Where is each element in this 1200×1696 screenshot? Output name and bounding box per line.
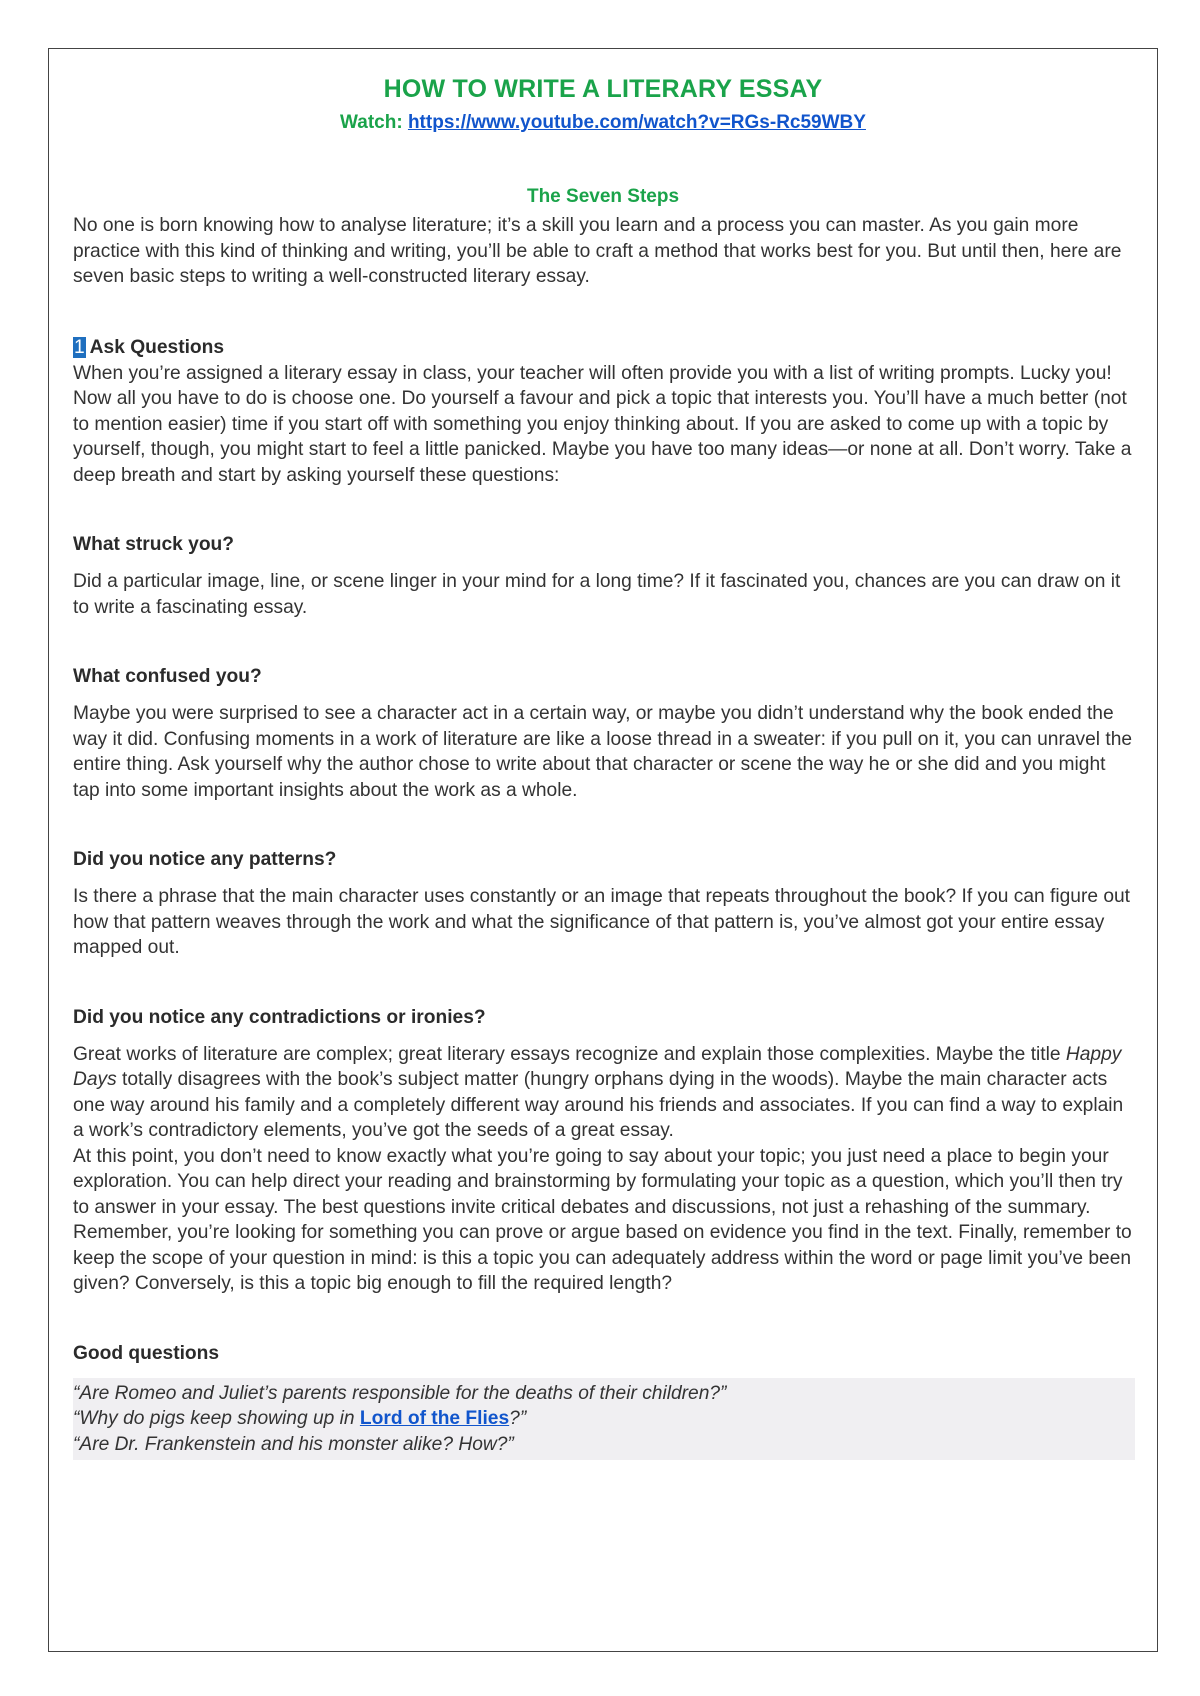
section-title: The Seven Steps <box>526 186 680 207</box>
step-body: When you’re assigned a literary essay in class, your teacher will often provide you with a list of writing prompts. Lucky you! Now all you have to do is choose one. Do yourself a favour and pick a topic that interests you. You’ll have a much better (not to mention easier) time if you start off with something you enjoy thinking about. If you are asked to come up with a topic by yourself, though, you might start to feel a little panicked. Maybe you have too many ideas—or none at all. Don’t worry. Take a deep breath and start by asking yourself these questions: <box>73 362 1132 486</box>
document-content <box>73 72 1133 1460</box>
text-segment: Great works of literature are complex; great literary essays recognize and explain those complexities. Maybe the title <box>73 1043 1066 1065</box>
lord-of-the-flies-link[interactable]: Lord of the Flies <box>359 1408 510 1429</box>
example-question-1: “Are Romeo and Juliet’s parents responsible for the deaths of their children?” <box>73 1382 727 1404</box>
youtube-link[interactable]: https://www.youtube.com/watch?v=RGs-Rc59WBY <box>407 112 866 133</box>
exploration-paragraph: At this point, you don’t need to know exactly what you’re going to say about your topic; you just need a place to begin your exploration. You can help direct your reading and brainstorming by formulating your topic as a question, which you’ll then try to answer in your essay. The best questions invite critical debates and discussions, not just a rehashing of the summary. Remember, you’re looking for something you can prove or argue based on evidence you find in the text. Finally, remember to keep the scope of your question in mind: is this a topic you can adequately address within the word or page limit you’ve been given? Conversely, is this a topic big enough to fill the required length? <box>73 1145 1132 1294</box>
good-questions-box <box>73 1378 1135 1461</box>
watch-label: Watch: <box>340 112 408 133</box>
example-question-2 <box>73 1406 1135 1432</box>
good-questions-heading: Good questions <box>73 1342 220 1364</box>
question-body-patterns: Is there a phrase that the main character uses constantly or an image that repeats throughout the book? If you can figure out how that pattern weaves through the work and what the significance of that pattern is, you’ve almost got your entire essay mapped out. <box>73 886 1131 958</box>
text-segment: totally disagrees with the book’s subject matter (hungry orphans dying in the woods). Maybe the main character acts one way around his family and a completely different way around his friends and associates. If you can find a way to explain a work’s contradictory elements, you’ve got the seeds of a great essay. <box>73 1069 1124 1141</box>
question-heading-contradictions: Did you notice any contradictions or ironies? <box>73 1006 486 1028</box>
question-heading-confused: What confused you? <box>73 666 262 687</box>
watch-line <box>73 110 1133 136</box>
intro-paragraph: No one is born knowing how to analyse literature; it’s a skill you learn and a process you can master. As you gain more practice with this kind of thinking and writing, you’ll be able to craft a method that works best for you. But until then, here are seven basic steps to writing a well-constructed literary essay. <box>73 215 1122 287</box>
step-title: Ask Questions <box>89 336 225 358</box>
question-body-contradictions <box>73 1042 1133 1144</box>
step-heading <box>73 335 1133 361</box>
italic-title: Happy Days <box>73 1043 1122 1090</box>
text-segment: “Why do pigs keep showing up in <box>73 1408 360 1429</box>
question-heading-patterns: Did you notice any patterns? <box>73 849 337 870</box>
question-body-struck: Did a particular image, line, or scene linger in your mind for a long time? If it fascinated you, chances are you can draw on it to write a fascinating essay. <box>73 571 1121 618</box>
text-segment: ?” <box>509 1408 527 1429</box>
step-number: 1 <box>74 336 85 358</box>
question-body-confused: Maybe you were surprised to see a character act in a certain way, or maybe you didn’t understand why the book ended the way it did. Confusing moments in a work of literature are like a loose thread in a sweater: if you pull on it, you can unravel the entire thing. Ask yourself why the author chose to write about that character or scene the way he or she did and you might tap into some important insights about the work as a whole. <box>73 703 1133 801</box>
question-heading-struck: What struck you? <box>73 534 234 555</box>
example-question-3: “Are Dr. Frankenstein and his monster alike? How?” <box>73 1433 514 1455</box>
document-title: HOW TO WRITE A LITERARY ESSAY <box>383 75 823 103</box>
